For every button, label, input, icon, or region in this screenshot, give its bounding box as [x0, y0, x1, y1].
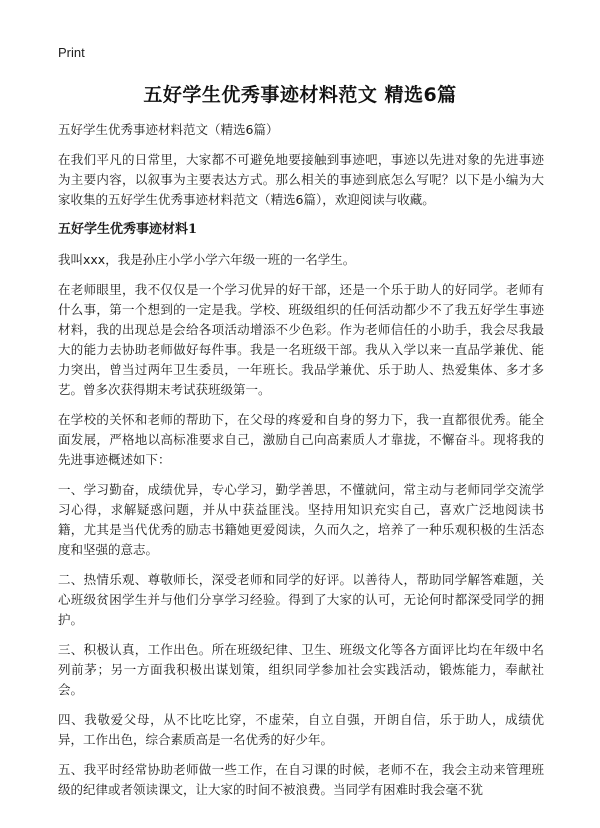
paragraph: 我叫xxx，我是孙庄小学小学六年级一班的一名学生。 — [58, 252, 356, 267]
paragraph: 在学校的关怀和老师的帮助下，在父母的疼爱和自身的努力下，我一直都很优秀。能全面发展，严格地以高标准要求自己，激励自己向高素质人才靠拢，不懈奋斗。现将我的先进事迹概述如下： — [58, 412, 544, 467]
paragraph: 四、我敬爱父母，从不比吃比穿，不虚荣，自立自强，开朗自信，乐于助人，成绩优异，工作出色，综合素质高是一名优秀的好少年。 — [58, 712, 544, 747]
section-heading: 五好学生优秀事迹材料1 — [58, 222, 198, 237]
paragraph: 二、热情乐观、尊敬师长，深受老师和同学的好评。以善待人，帮助同学解答难题，关心班级贫困学生并与他们分享学习经验。得到了大家的认可，无论何时都深受同学的拥护。 — [58, 572, 544, 627]
paragraph: 在老师眼里，我不仅仅是一个学习优异的好干部，还是一个乐于助人的好同学。老师有什么事，第一个想到的一定是我。学校、班级组织的任何活动都少不了我五好学生事迹材料，我的出现总是会给各项活动增添不少色彩。作为老师信任的小助手，我会尽我最大的能力去协助老师做好每件事。我是一名班级干部。我从入学以来一直品学兼优、能力突出，曾当过两年卫生委员，一年班长。我品学兼优、乐于助人、热爱集体、多才多艺。曾多次获得期末考试获班级第一。 — [58, 282, 544, 397]
paragraph: 三、积极认真，工作出色。所在班级纪律、卫生、班级文化等各方面评比均在年级中名列前茅；另一方面我积极出谋划策，组织同学参加社会实践活动，锻炼能力，奉献社会。 — [58, 642, 544, 697]
intro-paragraph: 在我们平凡的日常里，大家都不可避免地要接触到事迹吧，事迹以先进对象的先进事迹为主要内容，以叙事为主要表达方式。那么相关的事迹到底怎么写呢？以下是小编为大家收集的五好学生优秀事迹材料范文（精选6篇），欢迎阅读与收藏。 — [58, 152, 544, 207]
document-title: 五好学生优秀事迹材料范文 精选6篇 — [143, 84, 457, 106]
document-subtitle: 五好学生优秀事迹材料范文（精选6篇） — [58, 122, 279, 137]
paragraph: 一、学习勤奋，成绩优异，专心学习，勤学善思，不懂就问，常主动与老师同学交流学习心得，求解疑惑问题，并从中获益匪浅。坚持用知识充实自己，喜欢广泛地阅读书籍，尤其是当代优秀的励志书籍她更爱阅读，久而久之，培养了一种乐观积极的生活态度和坚强的意志。 — [58, 482, 544, 557]
paragraph: 五、我平时经常协助老师做一些工作，在自习课的时候，老师不在，我会主动来管理班级的纪律或者领读课文，让大家的时间不被浪费。当同学有困难时我会毫不犹 — [58, 762, 544, 797]
print-label: Print — [58, 45, 85, 60]
document-body — [58, 120, 544, 810]
